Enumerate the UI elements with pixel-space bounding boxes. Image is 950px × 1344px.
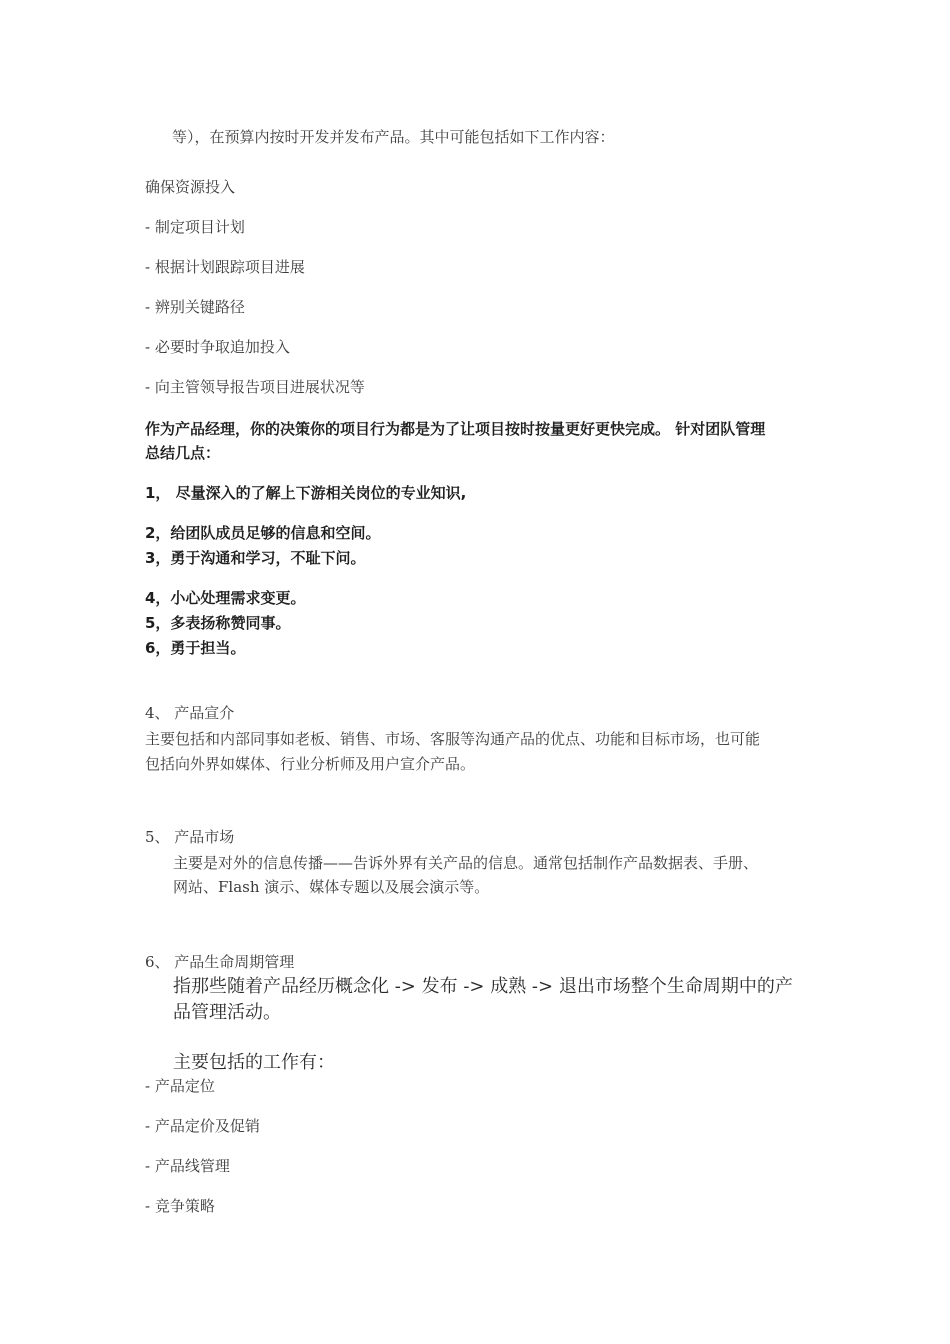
resource-item: - 制定项目计划 [145, 218, 245, 236]
resource-item: - 向主管领导报告项目进展状况等 [145, 378, 365, 396]
section4-body: 包括向外界如媒体、行业分析师及用户宣介产品。 [145, 755, 476, 773]
team-point: 5，多表扬称赞同事。 [145, 614, 291, 632]
resource-item: - 辨别关键路径 [145, 298, 245, 316]
section6-item: - 产品定价及促销 [145, 1117, 260, 1135]
section5-body: 网站、Flash 演示、媒体专题以及展会演示等。 [173, 878, 490, 896]
resource-item: - 根据计划跟踪项目进展 [145, 258, 305, 276]
team-point: 6，勇于担当。 [145, 639, 246, 657]
team-point: 1， 尽量深入的了解上下游相关岗位的专业知识, [145, 484, 467, 502]
section6-body: 指那些随着产品经历概念化 -> 发布 -> 成熟 -> 退出市场整个生命周期中的产 [173, 976, 793, 997]
team-point: 4，小心处理需求变更。 [145, 589, 306, 607]
section6-item: - 产品线管理 [145, 1157, 230, 1175]
intro-line: 等），在预算内按时开发并发布产品。其中可能包括如下工作内容： [172, 128, 615, 146]
section6-subheading: 主要包括的工作有： [173, 1052, 335, 1073]
section6-body: 品管理活动。 [173, 1002, 281, 1023]
section4-body: 主要包括和内部同事如老板、销售、市场、客服等沟通产品的优点、功能和目标市场，也可能 [145, 730, 761, 748]
team-point: 3，勇于沟通和学习，不耻下问。 [145, 549, 366, 567]
resource-heading: 确保资源投入 [145, 178, 236, 196]
resource-item: - 必要时争取追加投入 [145, 338, 290, 356]
section6-item: - 产品定位 [145, 1077, 215, 1095]
section6-heading: 6、 产品生命周期管理 [145, 953, 295, 971]
section5-body: 主要是对外的信息传播——告诉外界有关产品的信息。通常包括制作产品数据表、手册、 [173, 854, 759, 872]
team-summary-line1: 作为产品经理，你的决策你的项目行为都是为了让项目按时按量更好更快完成。 针对团队管理 [145, 420, 766, 438]
section6-item: - 竞争策略 [145, 1197, 215, 1215]
team-point: 2，给团队成员足够的信息和空间。 [145, 524, 381, 542]
section4-heading: 4、 产品宣介 [145, 704, 235, 722]
team-summary-line2: 总结几点： [145, 444, 221, 462]
section5-heading: 5、 产品市场 [145, 828, 235, 846]
